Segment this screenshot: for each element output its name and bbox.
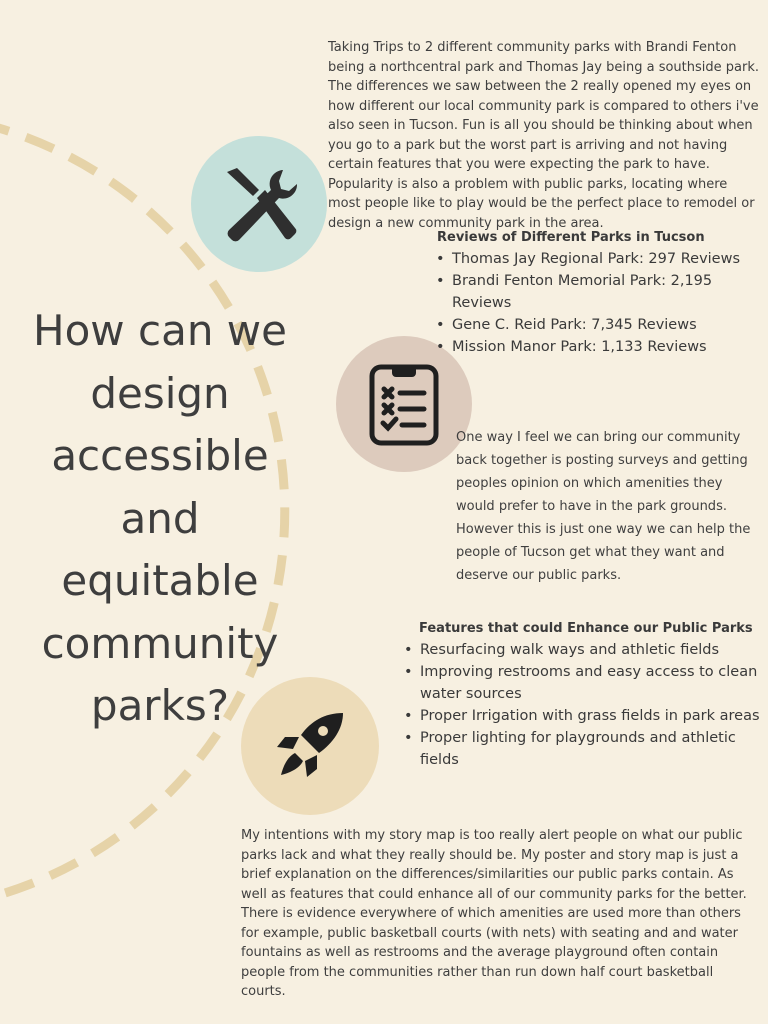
features-section (400, 621, 760, 771)
list-item: • Improving restrooms and easy access to clean water sources (400, 661, 760, 705)
clipboard-checklist-icon (368, 361, 440, 447)
main-question: How can we design accessible and equitable community parks? (33, 306, 287, 730)
list-item: • Proper lighting for playgrounds and athletic fields (400, 727, 760, 771)
tools-icon (217, 164, 301, 244)
closing-paragraph: My intentions with my story map is too really alert people on what our public parks lack and what they really should be. My poster and story map is just a brief explanation on the differences/similarities our public parks contain. As well as features that could enhance all of our community parks for the better. There is evidence everywhere of which amenities are used more than others for example, public basketball courts (with nets) with seating and and water fountains as well as restrooms and the average playground often contain people from the communities rather than run down half court basketball courts. (241, 828, 747, 999)
features-list (400, 639, 760, 771)
reviews-section (432, 230, 752, 358)
list-item: • Brandi Fenton Memorial Park: 2,195 Reviews (432, 270, 752, 314)
survey-paragraph: One way I feel we can bring our community back together is posting surveys and getting peoples opinion on which amenities they would prefer to have in the park grounds. However this is just one way we can help the people of Tucson get what they want and deserve our public parks. (456, 430, 751, 583)
list-item: • Thomas Jay Regional Park: 297 Reviews (432, 248, 752, 270)
list-item: • Proper Irrigation with grass fields in park areas (400, 705, 760, 727)
tools-circle (191, 136, 327, 272)
list-item: • Resurfacing walk ways and athletic fields (400, 639, 760, 661)
features-title: Features that could Enhance our Public Parks (419, 621, 753, 636)
list-item: • Mission Manor Park: 1,133 Reviews (432, 336, 752, 358)
reviews-list (432, 248, 752, 358)
reviews-title: Reviews of Different Parks in Tucson (437, 230, 705, 245)
intro-paragraph: Taking Trips to 2 different community parks with Brandi Fenton being a northcentral park and Thomas Jay being a southside park. The differences we saw between the 2 really opened my eyes on how different our local community park is compared to others i've also seen in Tucson. Fun is all you should be thinking about when you go to a park but the worst part is arriving and not having certain features that you were expecting the park to have. Popularity is also a problem with public parks, locating where most people like to play would be the perfect place to remodel or design a new community park in the area. (328, 40, 759, 231)
list-item: • Gene C. Reid Park: 7,345 Reviews (432, 314, 752, 336)
